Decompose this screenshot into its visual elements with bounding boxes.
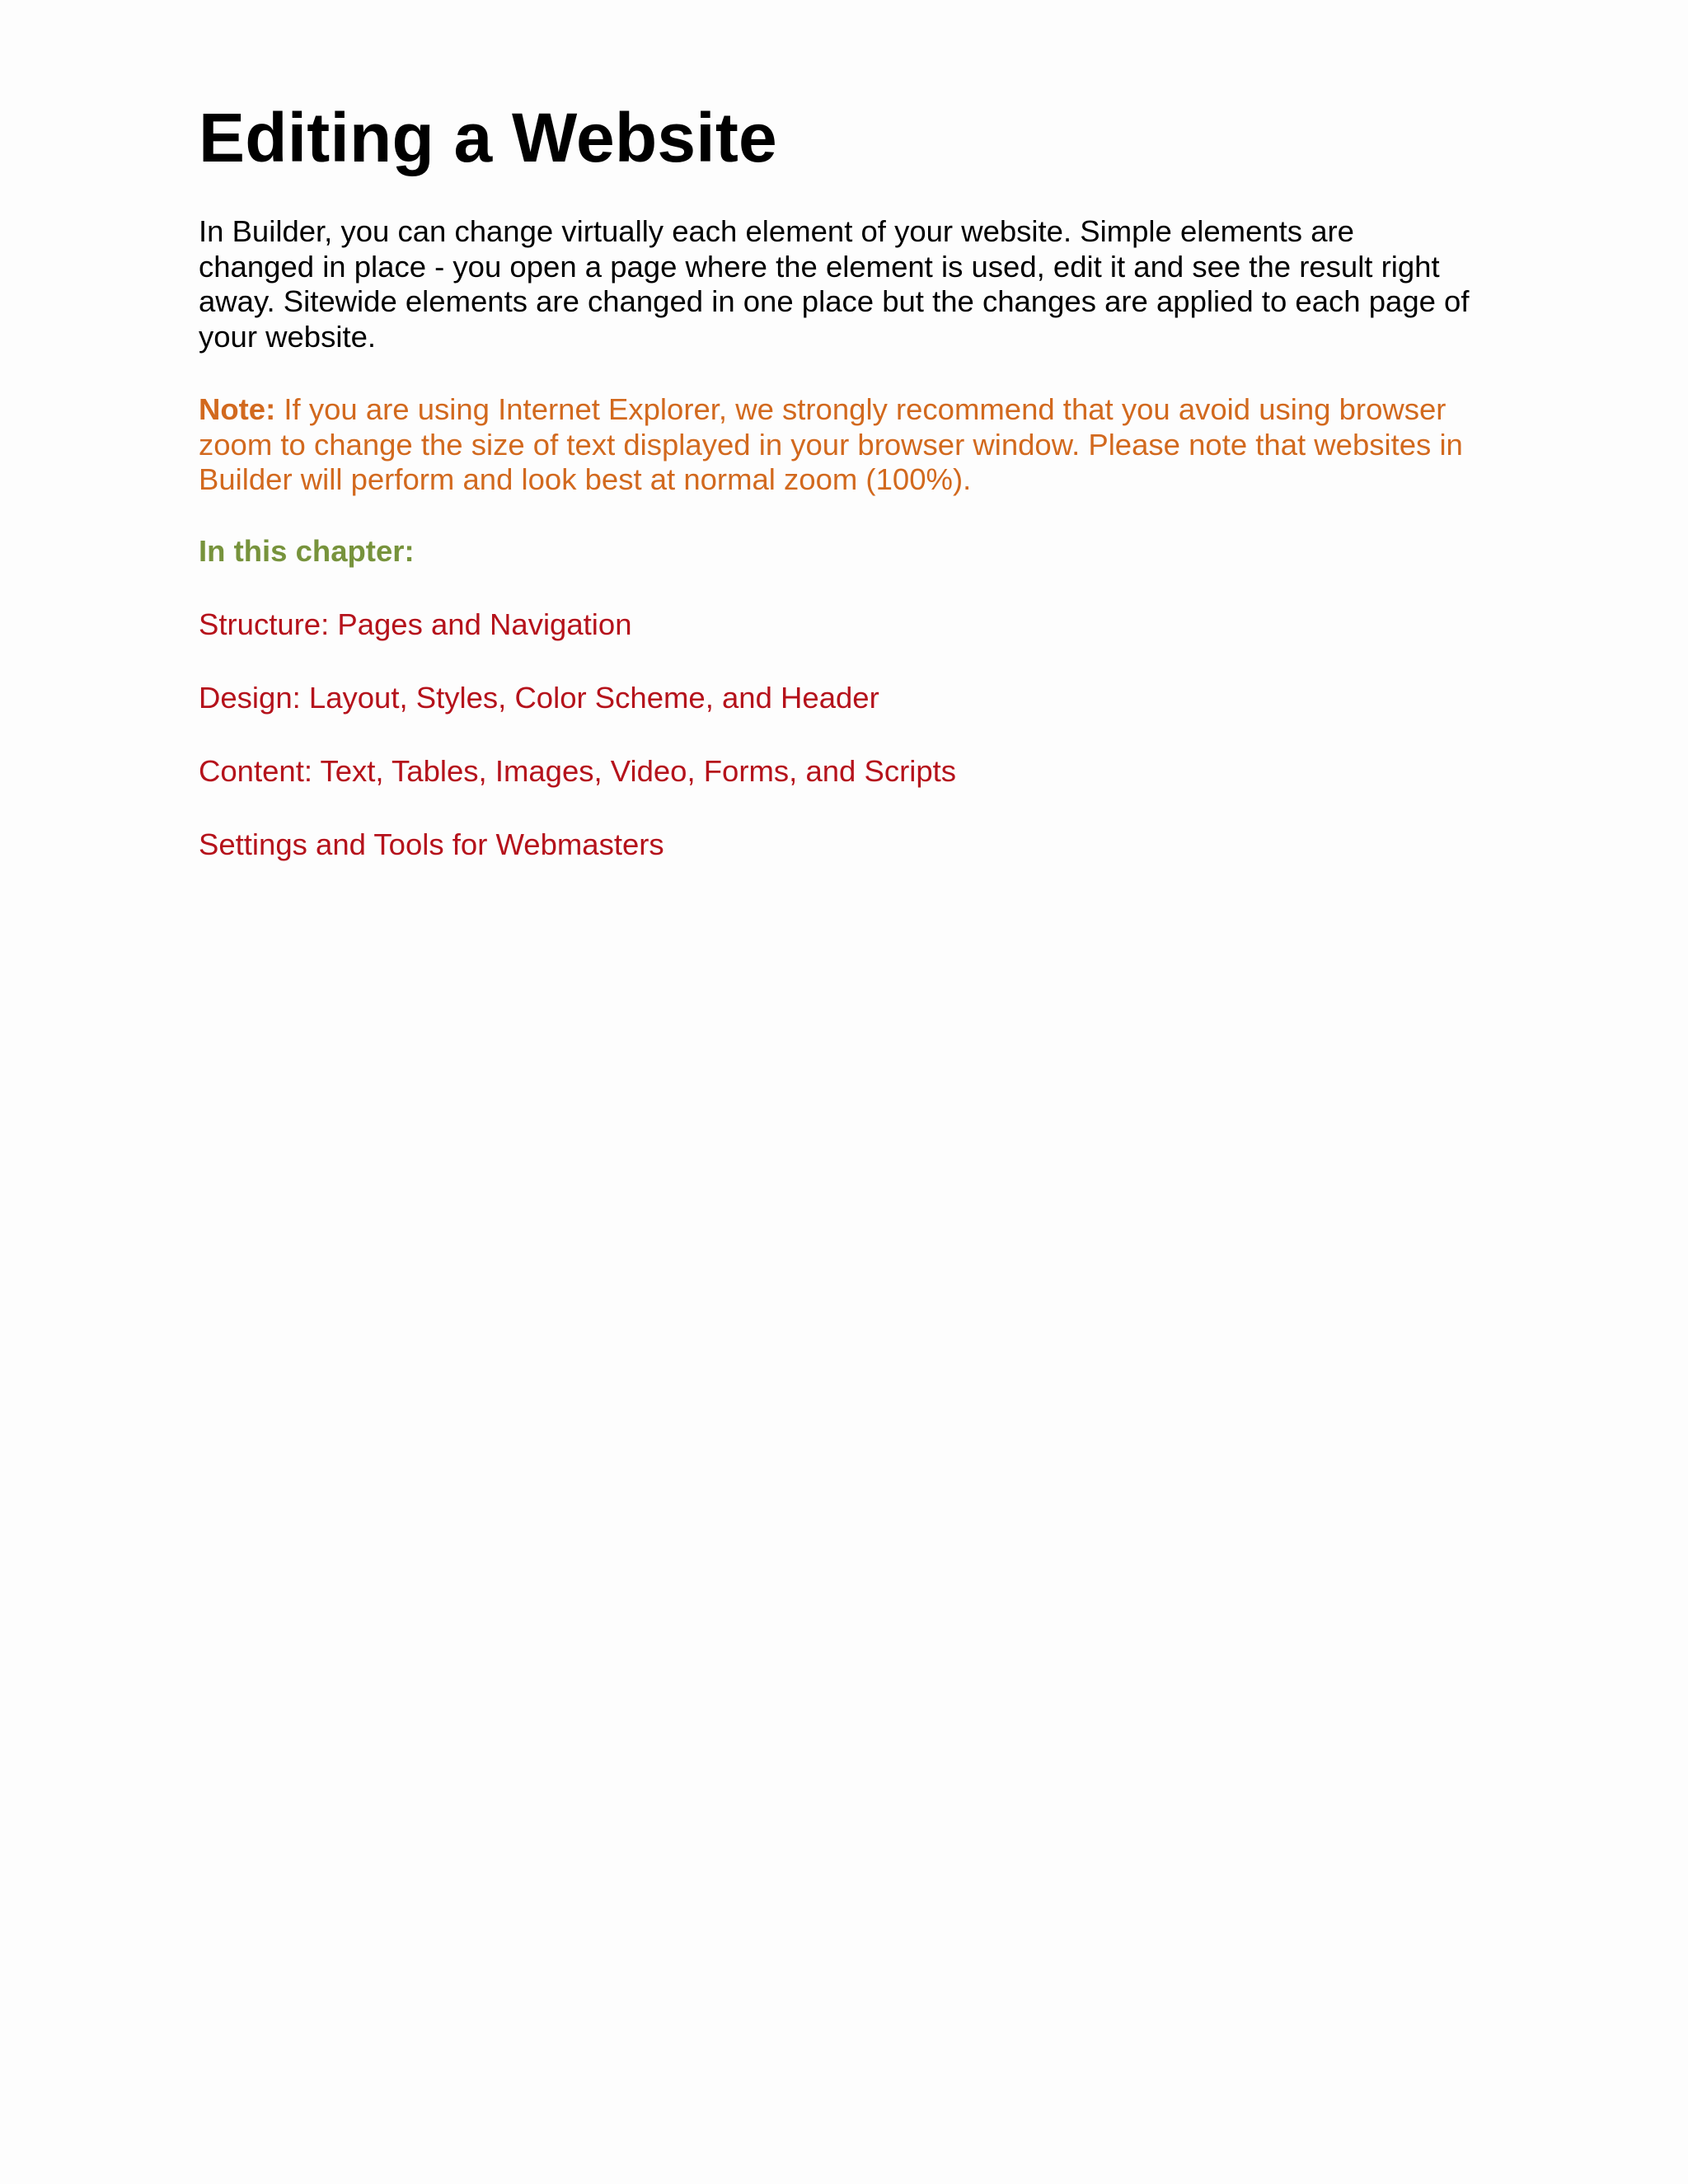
intro-line: your website.	[199, 319, 377, 354]
note-line: Builder will perform and look best at normal zoom (100%).	[199, 462, 972, 496]
chapter-link-content[interactable]: Content: Text, Tables, Images, Video, Forms, and Scripts	[199, 754, 957, 788]
intro-paragraph	[199, 214, 1501, 354]
intro-line: In Builder, you can change virtually each element of your website. Simple elements are	[199, 214, 1354, 248]
chapter-link-structure[interactable]: Structure: Pages and Navigation	[199, 607, 632, 641]
note-line: zoom to change the size of text displayed in your browser window. Please note that websites in	[199, 427, 1463, 462]
note-label: Note:	[199, 392, 276, 426]
note-line	[199, 392, 1501, 428]
chapter-heading: In this chapter:	[199, 534, 415, 568]
chapter-link-settings[interactable]: Settings and Tools for Webmasters	[199, 827, 664, 861]
note-paragraph	[199, 392, 1501, 498]
intro-line: away. Sitewide elements are changed in one place but the changes are applied to each page of	[199, 284, 1470, 318]
chapter-link-design[interactable]: Design: Layout, Styles, Color Scheme, and Header	[199, 681, 879, 715]
intro-line: changed in place - you open a page where the element is used, edit it and see the result right	[199, 249, 1440, 284]
page-title: Editing a Website	[199, 99, 777, 176]
note-text: If you are using Internet Explorer, we strongly recommend that you avoid using browser	[275, 392, 1447, 426]
